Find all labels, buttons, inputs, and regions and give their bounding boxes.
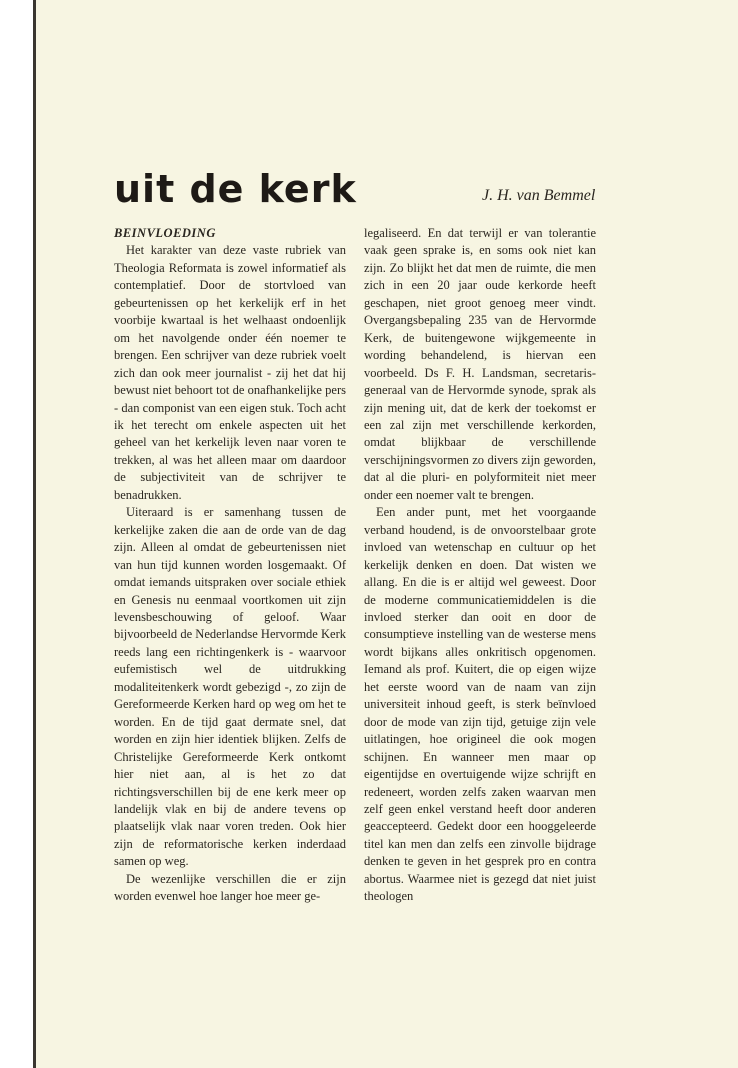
paragraph: Het karakter van deze vaste rubriek van Theologia Reformata is zowel informatief als contemplatief. Door de stortvloed van gebeurtenissen op het kerkelijk erf in het voorbije kwartaal is het welhaast ondoenlijk om het navolgende onder één noemer te brengen. Een schrijver van deze rubriek voelt zich dan ook meer journalist - zij het dat hij bewust niet behoort tot de onafhankelijke pers - dan componist van een eigen stuk. Toch acht ik het terecht om enkele aspecten uit het geheel van het kerkelijk leven naar voren te trekken, al was het alleen maar om daardoor de subjectiviteit van de schrijver te benadrukken. <box>114 243 346 502</box>
right-column <box>364 225 596 906</box>
section-title: uit de kerk <box>114 167 357 211</box>
paragraph: legaliseerd. En dat terwijl er van tolerantie vaak geen sprake is, en soms ook niet kan zijn. Zo blijkt het dat men de ruimte, die men zich in een 20 jaar oude kerkorde heeft geschapen, niet groot genoeg meer vindt. Overgangsbepaling 235 van de Hervormde Kerk, de buitengewone wijkgemeente in wording behandelend, is hiervan een voorbeeld. Ds F. H. Landsman, secretaris-generaal van de Hervormde synode, sprak als zijn mening uit, dat de kerk der toekomst er een zal zijn met verschillende kerkorden, omdat blijkbaar de verschillende verschijningsvormen zo divers zijn geworden, dat al die pluri- en polyformiteit niet meer onder een noemer valt te brengen. <box>364 226 596 502</box>
paragraph: Uiteraard is er samenhang tussen de kerkelijke zaken die aan de orde van de dag zijn. Alleen al omdat de gebeurtenissen niet van hun tijd kunnen worden losgemaakt. Of omdat iemands uitspraken over sociale ethiek en Genesis nu eenmaal voortkomen uit zijn levensbeschouwing of geloof. Waar bijvoorbeeld de Nederlandse Hervormde Kerk reeds lang een richtingenkerk is - waarvoor eufemistisch wel de uitdrukking modaliteitenkerk wordt gebezigd -, zo zijn de Gereformeerde Kerken hard op weg om het te worden. En de tijd gaat dermate snel, dat worden en zijn hier identiek blijken. Zelfs de Christelijke Gereformeerde Kerk ontkomt hier niet aan, al is het zo dat richtingsverschillen bij de ene kerk meer op landelijk vlak en bij de andere tevens op plaatselijk vlak naar voren treden. Ook hier zijn de reformatorische kerken inderdaad samen op weg. <box>114 505 346 869</box>
left-column <box>114 225 346 906</box>
section-heading: BEINVLOEDING <box>114 226 216 240</box>
paragraph: Een ander punt, met het voorgaande verband houdend, is de onvoorstelbaar grote invloed van wetenschap en cultuur op het kerkelijk denken en doen. Dat wisten we allang. En die is er altijd wel geweest. Door de moderne communicatiemiddelen is die invloed sterker dan ooit en door de consumptieve instelling van de westerse mens wordt bijkans alles onkritisch opgenomen. Iemand als prof. Kuitert, die op eigen wijze het eerste woord van de naam van zijn universiteit inhoud geeft, is sterk beïnvloed door de mode van zijn tijd, getuige zijn vele uitlatingen, hoe origineel die ook mogen schijnen. En wanneer men maar op eigentijdse en overtuigende wijze schrijft en redeneert, worden zelfs zaken waarvan men zelf geen enkel verstand heeft door anderen geaccepteerd. Gedekt door een hooggeleerde titel kan men dan zelfs een zinvolle bijdrage denken te geven in het gesprek pro en contra abortus. Waarmee niet is gezegd dat niet juist theologen <box>364 505 596 904</box>
author-name: J. H. van Bemmel <box>482 187 596 204</box>
scan-margin <box>0 0 33 1068</box>
paragraph: De wezenlijke verschillen die er zijn worden evenwel hoe langer hoe meer ge- <box>114 871 346 904</box>
